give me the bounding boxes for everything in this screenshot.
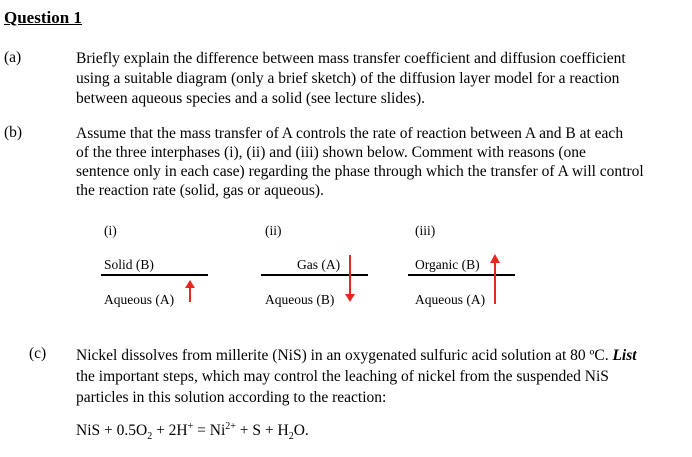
- diagram-ii-top-phase: Gas (A): [297, 257, 341, 272]
- diagram-ii-label: (ii): [265, 223, 282, 238]
- part-b-line: Assume that the mass transfer of A controls the rate of reaction between A and B at each: [76, 125, 624, 142]
- diagram-i-arrow-up-icon: [184, 279, 196, 303]
- diagram-ii-arrow-down-icon: [344, 254, 356, 304]
- eq-superscript: 2+: [225, 420, 236, 432]
- eq-subscript: 2: [147, 431, 153, 443]
- part-a-line: between aqueous species and a solid (see lecture slides).: [76, 90, 426, 107]
- part-c-line-3: particles in this solution according to the reaction:: [76, 389, 387, 406]
- eq-part: + 2H: [152, 422, 188, 439]
- eq-superscript: +: [187, 420, 194, 432]
- part-c-label: (c): [29, 345, 47, 362]
- diagram-i-bottom-phase: Aqueous (A): [104, 292, 175, 307]
- diagram-iii-label: (iii): [415, 223, 436, 238]
- eq-part: + S + H: [235, 422, 289, 439]
- reaction-equation: [76, 420, 309, 443]
- eq-part: O.: [293, 422, 309, 439]
- part-c-emphasis: List: [612, 347, 637, 364]
- question-title: Question 1: [4, 8, 82, 27]
- part-b-text: [76, 124, 644, 200]
- part-b-label: (b): [4, 124, 23, 141]
- diagram-iii-bottom-phase: Aqueous (A): [415, 292, 486, 307]
- part-a-line: using a suitable diagram (only a brief sketch) of the diffusion layer model for a reaction: [76, 70, 620, 87]
- diagram-iii-top-phase: Organic (B): [415, 257, 480, 272]
- part-b-line: of the three interphases (i), (ii) and (iii) shown below. Comment with reasons (one: [76, 144, 586, 161]
- eq-subscript: 2: [288, 431, 294, 443]
- part-a-line: Briefly explain the difference between mass transfer coefficient and diffusion coefficient: [76, 50, 626, 67]
- part-c-line-1: [76, 345, 637, 366]
- diagram-i-top-phase: Solid (B): [104, 257, 154, 272]
- part-b-line: the reaction rate (solid, gas or aqueous).: [76, 182, 324, 199]
- diagram-i-label: (i): [104, 223, 117, 238]
- diagram-i-interface-line: [101, 274, 208, 276]
- part-c-line-2: the important steps, which may control the leaching of nickel from the suspended NiS: [76, 368, 609, 385]
- part-c-line-1-text: Nickel dissolves from millerite (NiS) in an oxygenated sulfuric acid solution at 80 ºC.: [76, 347, 613, 364]
- eq-part: = Ni: [193, 422, 226, 439]
- part-b-line: sentence only in each case) regarding the phase through which the transfer of A will control: [76, 163, 644, 180]
- part-a-label: (a): [4, 49, 22, 66]
- diagram-ii-bottom-phase: Aqueous (B): [265, 292, 335, 307]
- diagram-iii-arrow-up-icon: [489, 253, 501, 305]
- part-a-text: [76, 49, 626, 109]
- eq-part: NiS + 0.5O: [76, 422, 148, 439]
- part-c-text: [76, 345, 637, 408]
